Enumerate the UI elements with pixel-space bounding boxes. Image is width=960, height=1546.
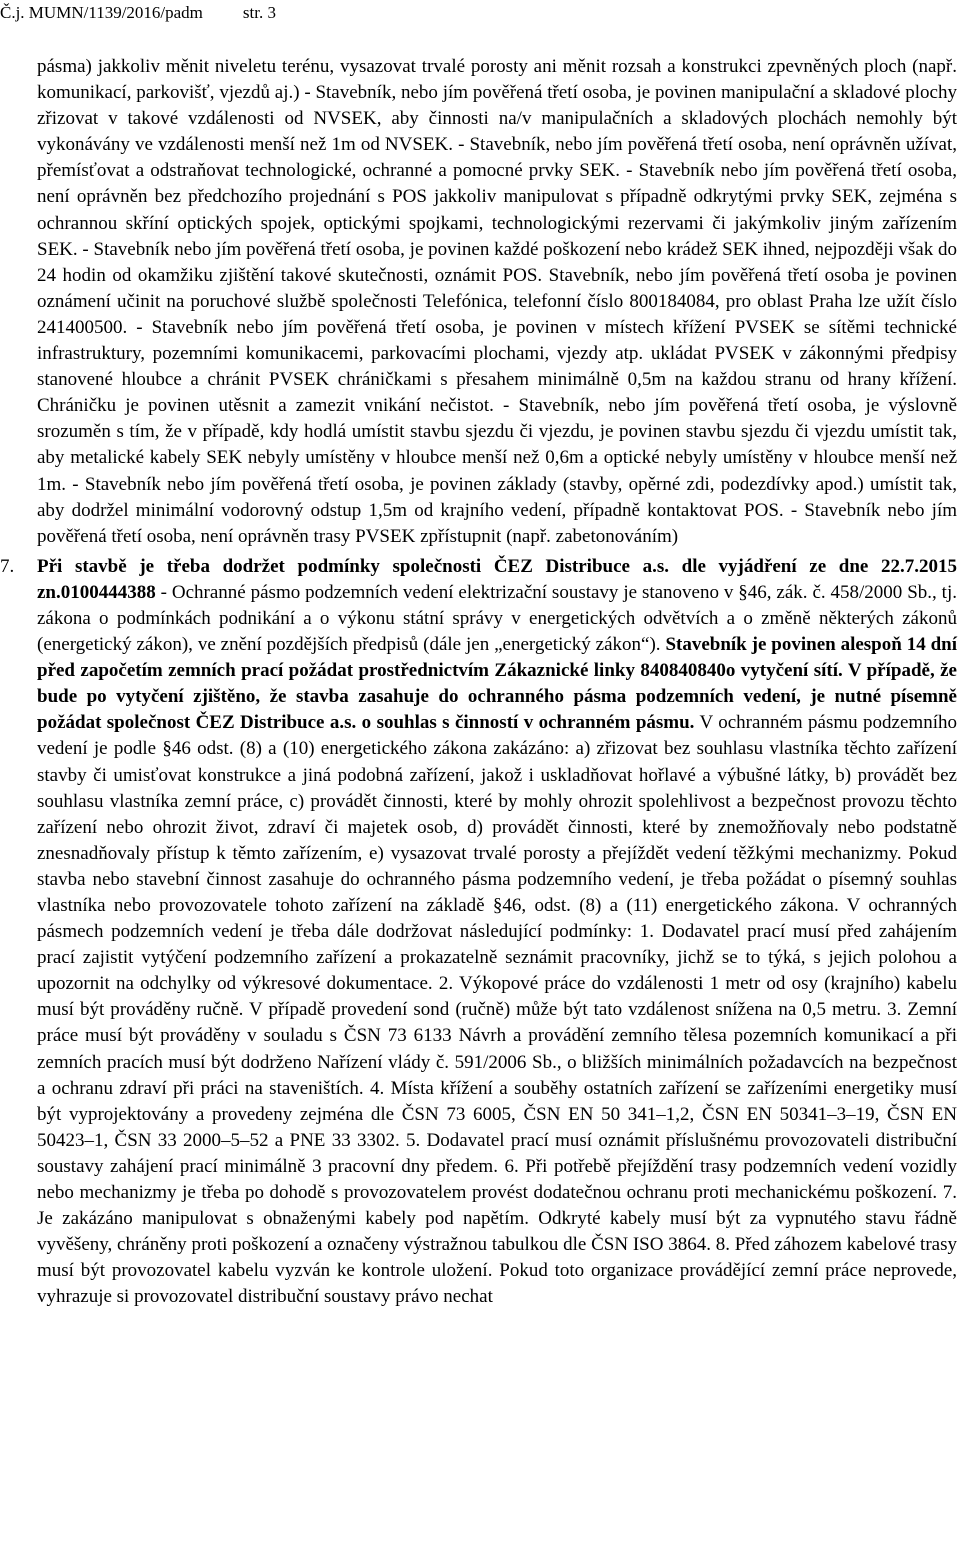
page-number: str. 3 — [242, 3, 276, 22]
list-item-7 — [0, 554, 957, 1311]
text-part-b: V ochranném pásmu podzemního vedení je podle §46 odst. (8) a (10) energetického zákona zakázáno: a) zřizovat bez souhlasu vlastníka těchto zařízení stavby či umisťovat konstrukce a jiná podobná zařízení, jakož i uskladňovat hořlavé a výbušné látky, b) provádět bez souhlasu vlastníka zemní práce, c) provádět činnosti, které by mohly ohrozit spolehlivost a bezpečnost provozu těchto zařízení nebo ohrozit život, zdraví či majetek osob, d) provádět činnosti, které by znemožňovaly nebo podstatně znesnadňovaly přístup k těmto zařízením, e) vysazovat trvalé porosty a přejíždět vedení těžkými mechanizmy. Pokud stavba nebo stavební činnost zasahuje do ochranného pásma podzemního vedení, je třeba požádat o písemný souhlas vlastníka nebo provozovatele tohoto zařízení na základě §46, odst. (8) a (11) energetického zákona. V ochranných pásmech podzemních vedení je třeba dále dodržovat následující podmínky: 1. Dodavatel prací musí před zahájením prací zajistit vytýčení podzemního zařízení a prokazatelně seznámit pracovníky, jichž se to týká, s jejich polohou a upozornit na odchylky od výkresové dokumentace. 2. Výkopové práce do vzdálenosti 1 metr od osy (krajního) kabelu musí být prováděny ručně. V případě provedení sond (ručně) může být tato vzdálenost snížena na 0,5 metru. 3. Zemní práce musí být prováděny v souladu s ČSN 73 6133 Návrh a provádění zemního tělesa pozemních komunikací a při zemních pracích musí být dodrženo Nařízení vlády č. 591/2006 Sb., o bližších minimálních požadavcích na bezpečnost a ochranu zdraví při práci na staveništích. 4. Místa křížení a souběhy ostatních zařízení se zařízeními energetiky musí být vyprojektovány a provedeny zejména dle ČSN 73 6005, ČSN EN 50 341–1,2, ČSN EN 50341–3–19, ČSN EN 50423–1, ČSN 33 2000–5–52 a PNE 33 3302. 5. Dodavatel prací musí oznámit příslušnému provozovateli distribuční soustavy zahájení prací minimálně 3 pracovní dny předem. 6. Při potřebě přejíždění trasy podzemních vedení vozidly nebo mechanizmy je třeba po dohodě s provozovatelem provést dodatečnou ochranu proti mechanickému poškození. 7. Je zakázáno manipulovat s obnaženými kabely pod napětím. Odkryté kabely musí být za vypnutého stavu řádně vyvěšeny, chráněny proti poškození a označeny výstražnou tabulkou dle ČSN ISO 3864. 8. Před záhozem kabelové trasy musí být provozovatel kabelu vyzván ke kontrole uložení. Pokud toto organizace provádějící zemní práce neprovede, vyhrazuje si provozovatel distribuční soustavy právo nechat — [37, 712, 957, 1308]
paragraph-conditions: pásma) jakkoliv měnit niveletu terénu, vysazovat trvalé porosty ani měnit rozsah a konstrukci zpevněných ploch (např. komunikací, parkovišť, vjezdů aj.) - Stavebník, nebo jím pověřená třetí osoba, je povinen manipulační a skladové plochy zřizovat v takové vzdálenosti od NVSEK, aby činnosti na/v manipulačních a skladových plochách nemohly být vykonávány ve vzdálenosti menší než 1m od NVSEK. - Stavebník, nebo jím pověřená třetí osoba, není oprávněn užívat, přemísťovat a odstraňovat technologické, ochranné a pomocné prvky SEK. - Stavebník nebo jím pověřená třetí osoba, není oprávněn bez předchozího projednání s POS jakkoliv manipulovat s případně odkrytými prvky SEK, zejména s ochrannou skříní optických spojek, optickými spojkami, technologickými rezervami či jakýmkoliv jiným zařízením SEK. - Stavebník nebo jím pověřená třetí osoba, je povinen každé poškození nebo krádež SEK ihned, nejpozději však do 24 hodin od okamžiku zjištění takové skutečnosti, oznámit POS. Stavebník, nebo jím pověřená třetí osoba je povinen oznámení učinit na poruchové službě společnosti Telefónica, telefonní číslo 800184084, pro oblast Praha lze užít číslo 241400500. - Stavebník nebo jím pověřená třetí osoba, je povinen v místech křížení PVSEK se sítěmi technické infrastruktury, pozemními komunikacemi, parkovacími plochami, vjezdy atp. ukládat PVSEK v zákonnými předpisy stanovené hloubce a chránit PVSEK chráničkami s přesahem minimálně 0,5m na každou stranu od hrany křížení. Chráničku je povinen utěsnit a zamezit vnikání nečistot. - Stavebník, nebo jím pověřená třetí osoba, je výslovně srozuměn s tím, že v případě, kdy hodlá umístit stavbu sjezdu či vjezdu, je povinen stavbu sjezdu či vjezdu umístit tak, aby metalické kabely SEK nebyly umístěny v hloubce menší než 0,6m a optické nebyly umístěny v hloubce menší než 1m. - Stavebník nebo jím pověřená třetí osoba, je povinen základy (stavby, opěrné zdi, podezdívky apod.) umístit tak, aby dodržel minimální vodorovný odstup 1,5m od krajního vedení, případně kontaktovat POS. - Stavebník nebo jím pověřená třetí osoba, není oprávněn trasy PVSEK zpřístupnit (např. zabetonováním) — [37, 56, 957, 547]
list-item-text — [37, 554, 957, 1311]
page-header — [0, 2, 276, 24]
text-part-a: - Ochranné pásmo podzemních vedení elektrizační soustavy je stanoveno v §46, zák. č. 458/2000 Sb., tj. zákona o podmínkách podnikání a o výkonu státní správy v energetických odvětvích a o změně některých zákonů (energetický zákon), ve znění pozdějších předpisů (dále jen „energetický zákon“). — [37, 581, 957, 656]
bold-middle: Stavebník je povinen alespoň 14 dní před započetím zemních prací požádat prostřednictvím Zákaznické linky 840840840o vytyčení sítí. V případě, že bude po vytyčení zjištěno, že stavba zasahuje do ochranného pásma podzemních vedení, je nutné písemně požádat společnost ČEZ Distribuce a.s. o souhlas s činností v ochranném pásmu. — [37, 634, 957, 734]
list-item-number: 7. — [0, 555, 15, 577]
document-body — [0, 54, 957, 1311]
bold-intro: Při stavbě je třeba dodržet podmínky společnosti ČEZ Distribuce a.s. dle vyjádření ze dne 22.7.2015 zn.0100444388 — [37, 555, 957, 603]
document-reference: Č.j. MUMN/1139/2016/padm — [0, 3, 203, 22]
